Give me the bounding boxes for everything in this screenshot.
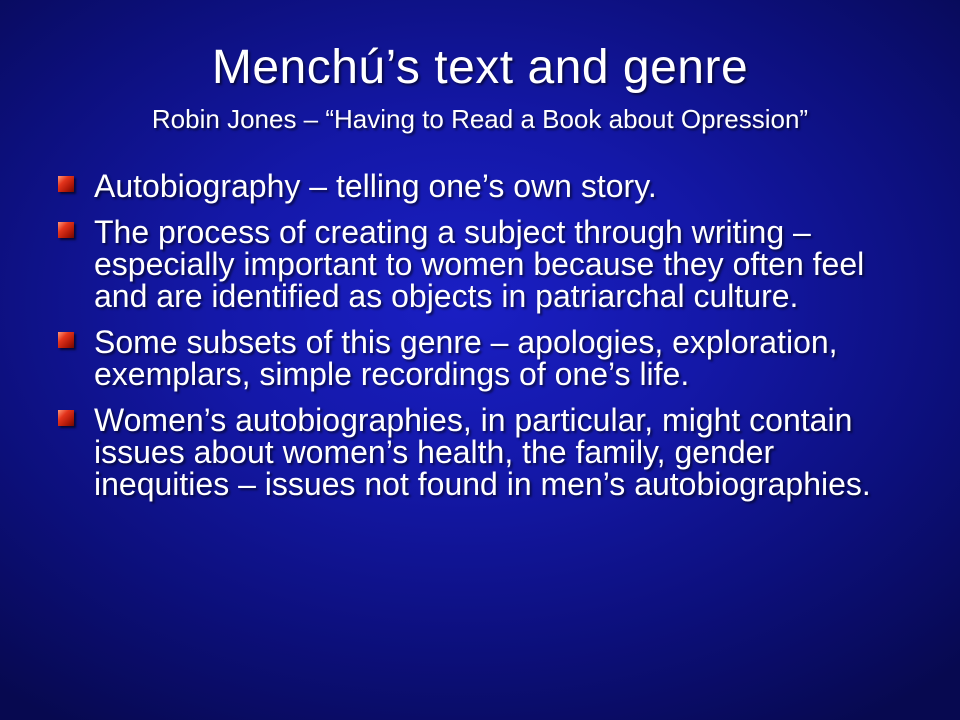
- bullet-item: [58, 170, 918, 202]
- square-bullet-icon: [58, 222, 74, 238]
- bullet-text: Autobiography – telling one’s own story.: [94, 168, 657, 204]
- square-bullet-icon: [58, 332, 74, 348]
- title-block: [0, 40, 960, 134]
- square-bullet-icon: [58, 410, 74, 426]
- bullet-text: Women’s autobiographies, in particular, might contain issues about women’s health, the family, gender inequities – issues not found in men’s autobiographies.: [94, 402, 871, 502]
- bullet-item: [58, 326, 918, 390]
- slide-subtitle: Robin Jones – “Having to Read a Book about Opression”: [151, 104, 809, 134]
- square-bullet-icon: [58, 176, 74, 192]
- bullet-text: The process of creating a subject through writing – especially important to women because they often feel and are identified as objects in patriarchal culture.: [94, 214, 865, 314]
- bullet-item: [58, 216, 918, 312]
- bullet-text: Some subsets of this genre – apologies, exploration, exemplars, simple recordings of one’s life.: [94, 324, 838, 392]
- bullet-list: [58, 170, 918, 514]
- slide-title: Menchú’s text and genre: [211, 41, 749, 94]
- bullet-item: [58, 404, 918, 500]
